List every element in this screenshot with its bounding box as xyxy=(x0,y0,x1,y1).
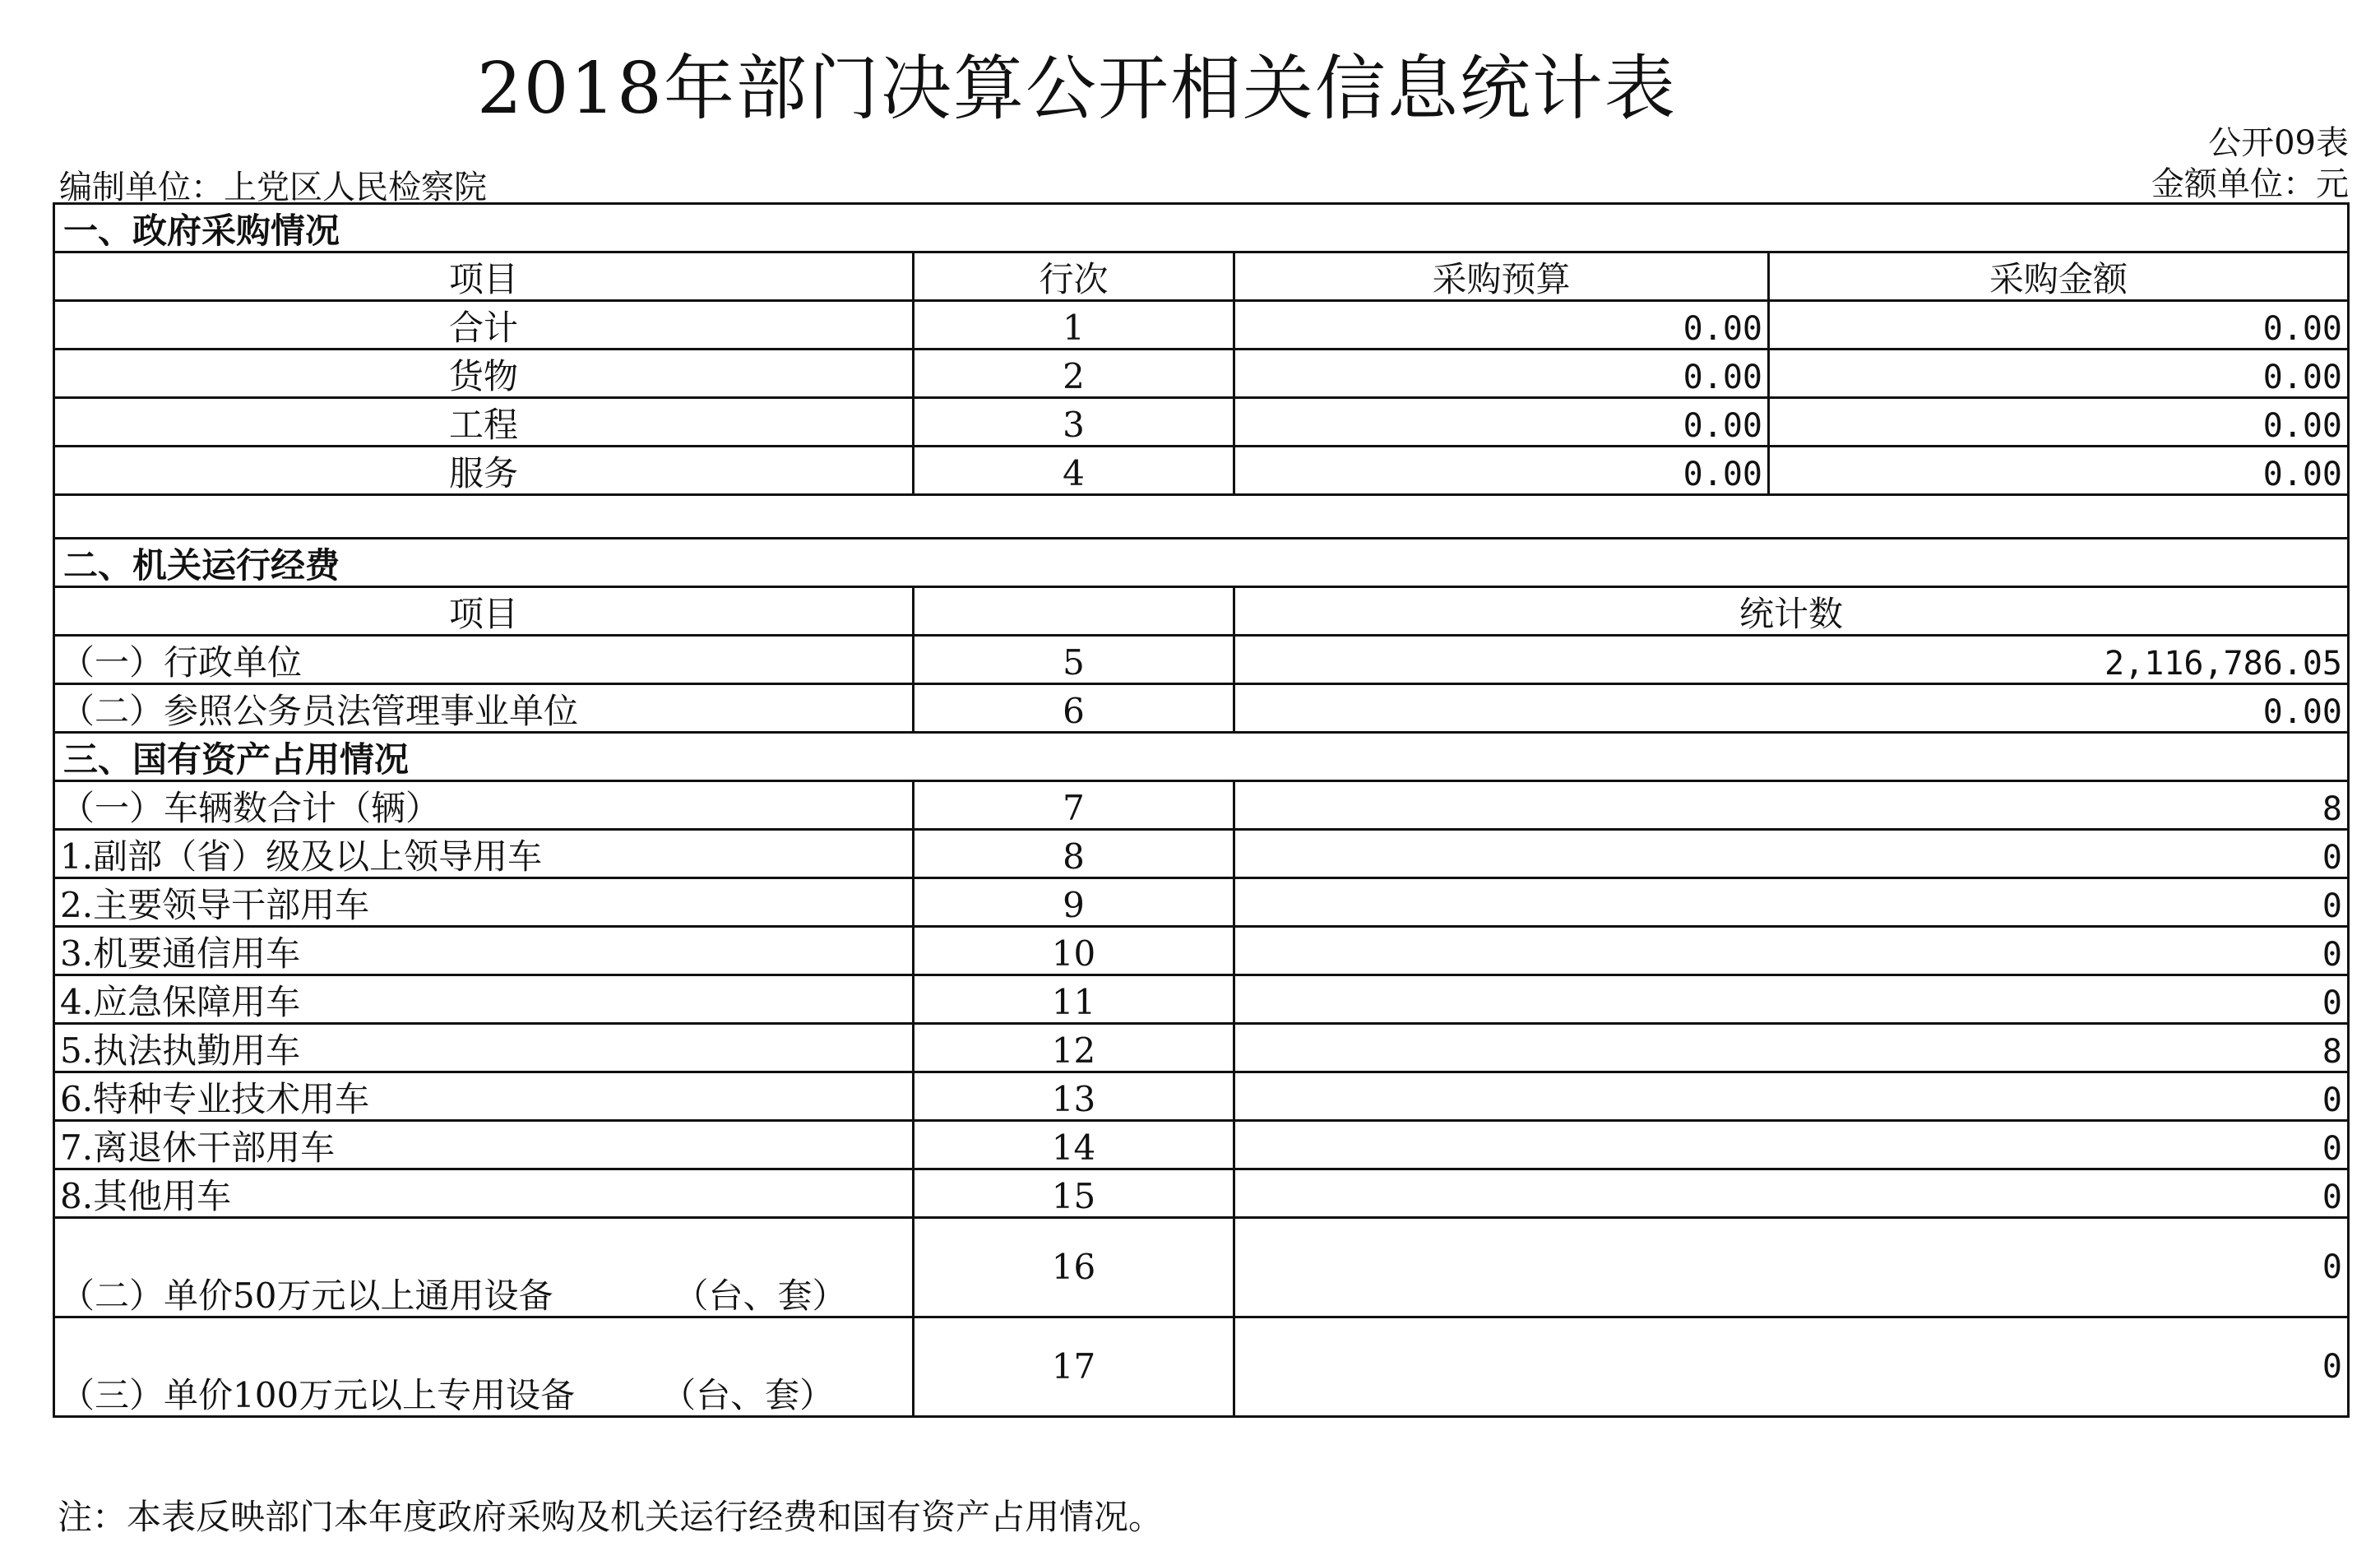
row-line: 14 xyxy=(914,1121,1234,1169)
row-line: 8 xyxy=(914,830,1234,878)
table-row xyxy=(54,301,2349,350)
table-row xyxy=(54,398,2349,447)
section2-heading: 二、机关运行经费 xyxy=(54,539,2349,587)
blank-row xyxy=(54,495,2349,539)
row-value: 0 xyxy=(1234,1218,2349,1317)
footnote: 注：本表反映部门本年度政府采购及机关运行经费和国有资产占用情况。 xyxy=(58,1497,1164,1537)
row-line: 3 xyxy=(914,398,1234,447)
table-row xyxy=(54,830,2349,878)
col-header-stat: 统计数 xyxy=(1234,587,2349,636)
row-line: 10 xyxy=(914,927,1234,975)
row-item: 3.机要通信用车 xyxy=(54,927,914,975)
row-item: 2.主要领导干部用车 xyxy=(54,878,914,927)
row-value: 0 xyxy=(1234,1169,2349,1218)
row-line: 13 xyxy=(914,1072,1234,1121)
row-item: （一）行政单位 xyxy=(54,636,914,684)
table-row xyxy=(54,927,2349,975)
row-line: 6 xyxy=(914,684,1234,733)
row-value: 0 xyxy=(1234,975,2349,1024)
row-line: 2 xyxy=(914,350,1234,398)
col-header-budget: 采购预算 xyxy=(1234,252,1769,301)
table-row xyxy=(54,1024,2349,1072)
table-row xyxy=(54,636,2349,684)
row-value: 0 xyxy=(1234,927,2349,975)
row-budget: 0.00 xyxy=(1234,301,1769,350)
row-item: 5.执法执勤用车 xyxy=(54,1024,914,1072)
row-line: 11 xyxy=(914,975,1234,1024)
row-value: 0 xyxy=(1234,830,2349,878)
col-header-line: 行次 xyxy=(914,252,1234,301)
col-header-line-empty xyxy=(914,587,1234,636)
row-budget: 0.00 xyxy=(1234,447,1769,495)
page-title: 2018年部门决算公开相关信息统计表 xyxy=(477,48,1677,130)
section1-heading: 一、政府采购情况 xyxy=(54,204,2349,252)
row-value: 8 xyxy=(1234,1024,2349,1072)
row-value: 0 xyxy=(1234,1317,2349,1417)
row-line: 5 xyxy=(914,636,1234,684)
col-header-item: 项目 xyxy=(54,252,914,301)
row-item: 1.副部（省）级及以上领导用车 xyxy=(54,830,914,878)
table-row xyxy=(54,350,2349,398)
table-row xyxy=(54,878,2349,927)
row-line: 1 xyxy=(914,301,1234,350)
row-value: 0.00 xyxy=(1234,684,2349,733)
section1-header-row xyxy=(54,252,2349,301)
table-row xyxy=(54,975,2349,1024)
row-line: 17 xyxy=(914,1317,1234,1417)
row-item: （二）单价50万元以上通用设备 （台、套） xyxy=(54,1218,914,1317)
section2-header-row xyxy=(54,587,2349,636)
row-item: 6.特种专业技术用车 xyxy=(54,1072,914,1121)
table-row xyxy=(54,447,2349,495)
table-row xyxy=(54,1317,2349,1417)
form-number: 公开09表 xyxy=(2208,124,2349,162)
row-line: 4 xyxy=(914,447,1234,495)
table-row xyxy=(54,1169,2349,1218)
table-row xyxy=(54,1072,2349,1121)
row-item: （三）单价100万元以上专用设备 （台、套） xyxy=(54,1317,914,1417)
row-item: 工程 xyxy=(54,398,914,447)
row-value: 0 xyxy=(1234,878,2349,927)
org-unit-label: 编制单位：上党区人民检察院 xyxy=(59,169,487,206)
row-item: （一）车辆数合计（辆） xyxy=(54,781,914,830)
row-line: 16 xyxy=(914,1218,1234,1317)
row-amount: 0.00 xyxy=(1769,301,2349,350)
col-header-item: 项目 xyxy=(54,587,914,636)
table-row xyxy=(54,781,2349,830)
row-item: 服务 xyxy=(54,447,914,495)
row-value: 2,116,786.05 xyxy=(1234,636,2349,684)
col-header-amount: 采购金额 xyxy=(1769,252,2349,301)
row-amount: 0.00 xyxy=(1769,350,2349,398)
row-budget: 0.00 xyxy=(1234,350,1769,398)
row-value: 0 xyxy=(1234,1072,2349,1121)
money-unit-label: 金额单位：元 xyxy=(2151,165,2349,203)
row-item: 合计 xyxy=(54,301,914,350)
row-budget: 0.00 xyxy=(1234,398,1769,447)
row-value: 8 xyxy=(1234,781,2349,830)
row-item: （二）参照公务员法管理事业单位 xyxy=(54,684,914,733)
row-amount: 0.00 xyxy=(1769,398,2349,447)
row-line: 9 xyxy=(914,878,1234,927)
table-row xyxy=(54,684,2349,733)
row-line: 7 xyxy=(914,781,1234,830)
row-item: 货物 xyxy=(54,350,914,398)
row-line: 12 xyxy=(914,1024,1234,1072)
row-item: 4.应急保障用车 xyxy=(54,975,914,1024)
row-item: 7.离退休干部用车 xyxy=(54,1121,914,1169)
row-value: 0 xyxy=(1234,1121,2349,1169)
blank-cell xyxy=(54,495,2349,539)
row-line: 15 xyxy=(914,1169,1234,1218)
row-item: 8.其他用车 xyxy=(54,1169,914,1218)
table-row xyxy=(54,1121,2349,1169)
statistics-table xyxy=(53,202,2350,1418)
row-amount: 0.00 xyxy=(1769,447,2349,495)
section3-heading: 三、国有资产占用情况 xyxy=(54,733,2349,781)
table-row xyxy=(54,1218,2349,1317)
